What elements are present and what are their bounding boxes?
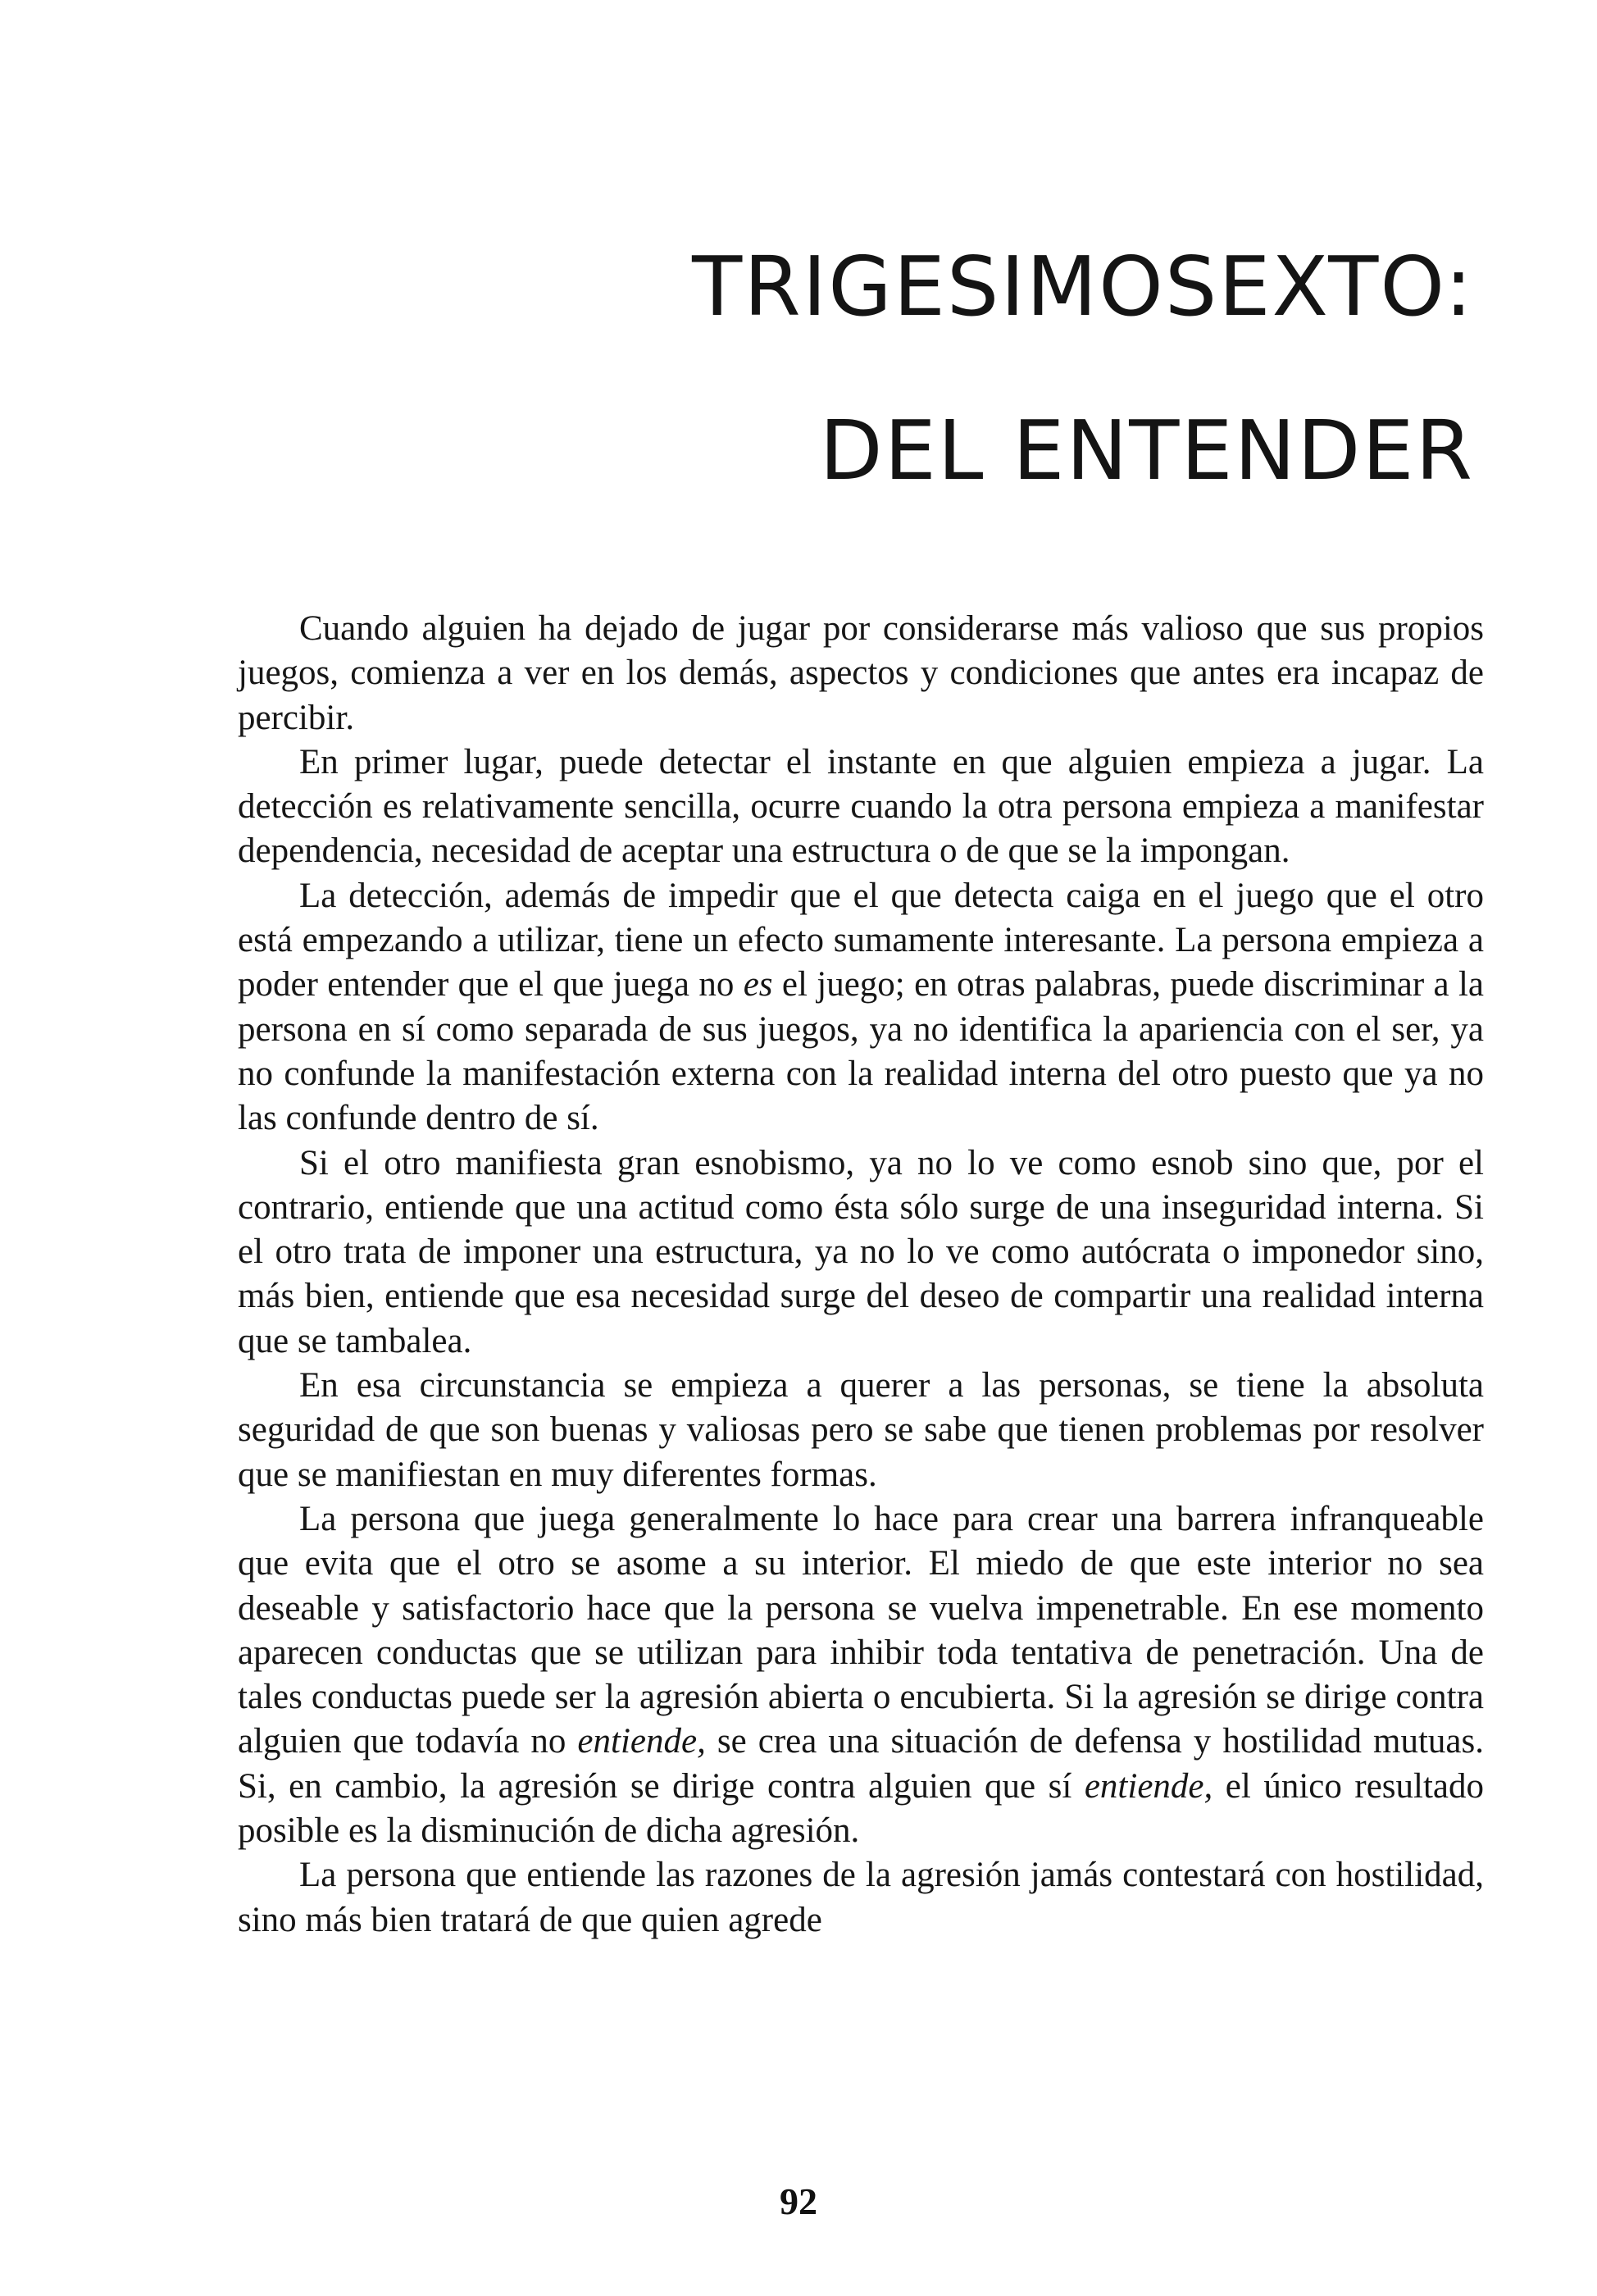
paragraph xyxy=(238,874,1484,1141)
paragraph-text: La persona que juega generalmente lo hace para crear una barrera infranqueable que evita que el otro se asome a su interior. El miedo de que este interior no sea deseable y satisfactorio hace que la persona se vuelva impenetrable. En ese momento aparecen conductas que se utilizan para inhibir toda tentativa de penetración. Una de tales conductas puede ser la agresión abierta o encubierta. Si la agresión se dirige contra alguien que todavía no xyxy=(238,1499,1484,1761)
body-text xyxy=(238,607,1484,1943)
chapter-title-line-2: DEL ENTENDER xyxy=(819,403,1474,499)
paragraph xyxy=(238,1364,1484,1497)
paragraph-text: En primer lugar, puede detectar el instante en que alguien empieza a jugar. La detección es relativamente sencilla, ocurre cuando la otra persona empieza a manifestar dependencia, necesidad de aceptar una estructura o de que se la impongan. xyxy=(238,742,1484,871)
paragraph xyxy=(238,1853,1484,1943)
paragraph xyxy=(238,1141,1484,1364)
paragraph-text: Si el otro manifiesta gran esnobismo, ya no lo ve como esnob sino que, por el contrario, entiende que una actitud como ésta sólo surge de una inseguridad interna. Si el otro trata de imponer una estructura, ya no lo ve como autócrata o imponedor sino, más bien, entiende que esa necesidad surge del deseo de compartir una realidad interna que se tambalea. xyxy=(238,1143,1484,1360)
italic-emphasis: entiende, xyxy=(1084,1766,1213,1806)
paragraph-text: La detección, además de impedir que el que detecta caiga en el juego que el otro está empezando a utilizar, tiene un efecto sumamente interesante. La persona empieza a poder entender que el que juega no xyxy=(238,876,1484,1004)
paragraph xyxy=(238,607,1484,740)
italic-emphasis: entiende, xyxy=(577,1722,706,1761)
page-number: 92 xyxy=(780,2180,817,2222)
paragraph-text: La persona que entiende las razones de la agresión jamás contestará con hostilidad, sino más bien tratará de que quien agrede xyxy=(238,1856,1484,1939)
paragraph-text: se crea una situación de defensa y hostilidad mutuas. Si, en cambio, la agresión se dirige contra alguien que sí xyxy=(238,1722,1484,1806)
paragraph-text: En esa circunstancia se empieza a querer a las personas, se tiene la absoluta seguridad de que son buenas y valiosas pero se sabe que tienen problemas por resolver que se manifiestan en muy diferentes formas. xyxy=(238,1366,1484,1494)
italic-emphasis: es xyxy=(743,965,773,1004)
paragraph-text: el juego; en otras palabras, puede discriminar a la persona en sí como separada de sus juegos, ya no identifica la apariencia con el ser, ya no confunde la manifestación externa con la realidad interna del otro puesto que ya no las confunde dentro de sí. xyxy=(238,965,1484,1138)
chapter-title-line-1: TRIGESIMOSEXTO: xyxy=(692,239,1474,335)
paragraph xyxy=(238,1497,1484,1853)
paragraph-text: el único resultado posible es la disminución de dicha agresión. xyxy=(238,1766,1484,1851)
paragraph xyxy=(238,740,1484,874)
chapter-title xyxy=(692,221,1474,500)
paragraph-text: Cuando alguien ha dejado de jugar por considerarse más valioso que sus propios juegos, comienza a ver en los demás, aspectos y condiciones que antes era incapaz de percibir. xyxy=(238,609,1484,737)
